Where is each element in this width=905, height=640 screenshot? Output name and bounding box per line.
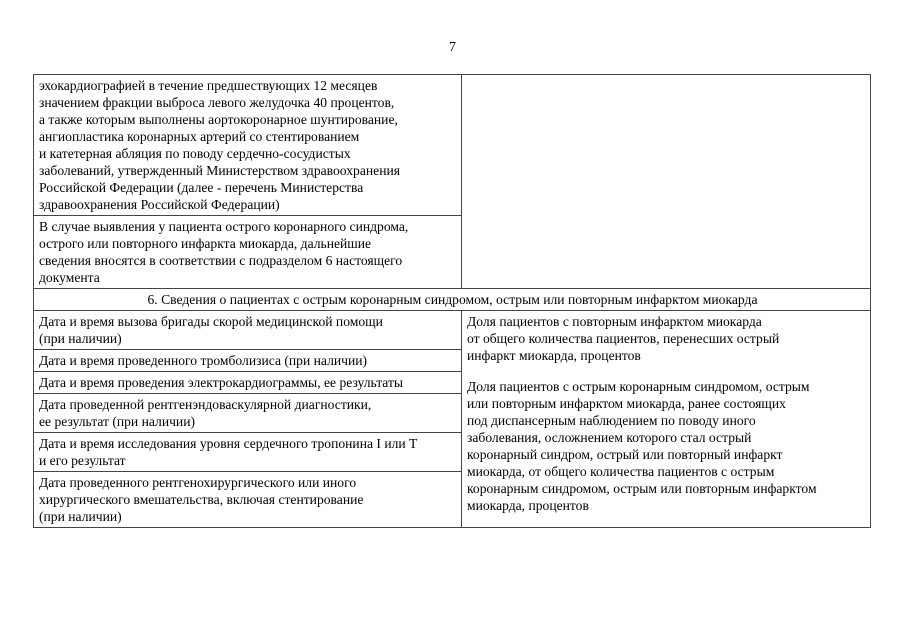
table-cell: Дата и время вызова бригады скорой медицинской помощи (при наличии)	[34, 311, 462, 350]
table-cell: Дата и время проведения электрокардиограммы, ее результаты	[34, 372, 462, 394]
table-row	[34, 75, 871, 216]
indicators-cell	[462, 311, 871, 528]
indicator-text: Доля пациентов с повторным инфарктом миокарда от общего количества пациентов, перенесших острый инфаркт миокарда, процентов	[467, 314, 780, 363]
table-cell: Дата и время исследования уровня сердечного тропонина I или T и его результат	[34, 433, 462, 472]
table-cell: Дата и время проведенного тромболизиса (при наличии)	[34, 350, 462, 372]
page-number: 7	[449, 40, 456, 55]
indicator-text: Доля пациентов с острым коронарным синдромом, острым или повторным инфарктом миокарда, ранее состоящих под диспансерным наблюдением по поводу иного заболевания, осложнением которого стал острый коронарный синдром, острый или повторный инфаркт миокарда, от общего количества пациентов с острым коронарным синдромом, острым или повторным инфарктом миокарда, процентов	[467, 379, 817, 513]
table-cell: Дата проведенной рентгенэндоваскулярной диагностики, ее результат (при наличии)	[34, 394, 462, 433]
document-table	[33, 74, 871, 528]
section-title: 6. Сведения о пациентах с острым коронарным синдромом, острым или повторным инфарктом миокарда	[34, 289, 871, 311]
table-cell: В случае выявления у пациента острого коронарного синдрома, острого или повторного инфаркта миокарда, дальнейшие сведения вносятся в соответствии с подразделом 6 настоящего документа	[34, 216, 462, 289]
empty-cell	[462, 75, 871, 289]
table-row	[34, 311, 871, 350]
table-cell: Дата проведенного рентгенохирургического или иного хирургического вмешательства, включая стентирование (при наличии)	[34, 472, 462, 528]
table-cell: эхокардиографией в течение предшествующих 12 месяцев значением фракции выброса левого желудочка 40 процентов, а также которым выполнены аортокоронарное шунтирование, ангиопластика коронарных артерий со стентированием и катетерная абляция по поводу сердечно-сосудистых заболеваний, утвержденный Министерством здравоохранения Российской Федерации (далее - перечень Министерства здравоохранения Российской Федерации)	[34, 75, 462, 216]
section-header-row	[34, 289, 871, 311]
